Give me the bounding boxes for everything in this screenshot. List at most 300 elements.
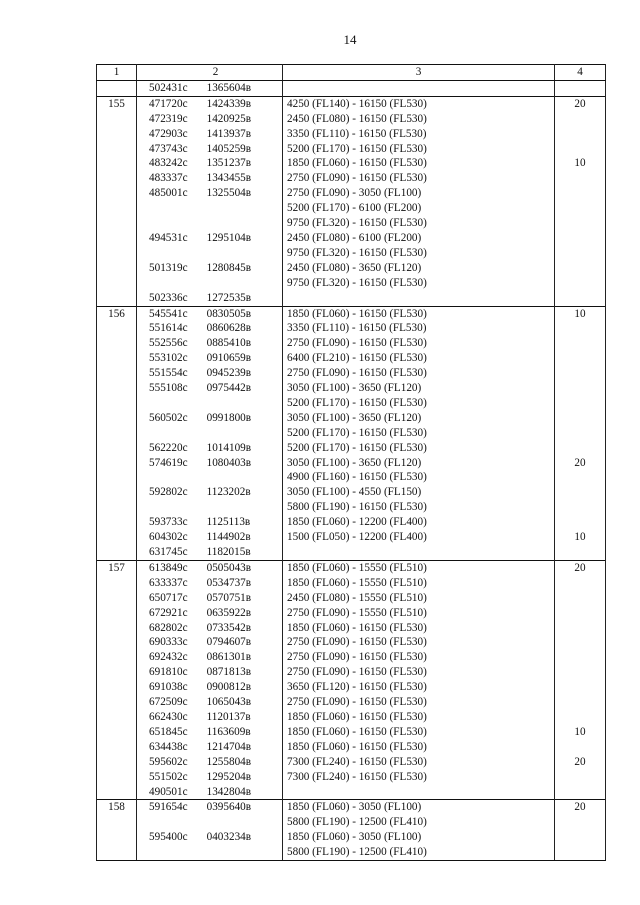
value-cell — [555, 336, 606, 351]
longitude-code: 1144902в — [206, 531, 251, 544]
latitude-code: 691038c — [149, 681, 188, 694]
coordinates-table — [96, 64, 606, 861]
altitude-range: 2750 (FL090) - 15550 (FL510) — [283, 606, 555, 621]
longitude-code: 0635922в — [206, 606, 252, 619]
altitude-range: 5200 (FL170) - 6100 (FL200) — [283, 201, 555, 216]
coordinates-cell — [137, 530, 283, 545]
section-number: 155 — [97, 96, 137, 111]
longitude-code: 1280845в — [206, 261, 252, 274]
section-number — [97, 545, 137, 560]
longitude-code: 1343455в — [206, 172, 252, 185]
section-number — [97, 351, 137, 366]
coordinates-cell — [137, 171, 283, 186]
table-row — [97, 740, 606, 755]
coordinates-cell — [137, 470, 283, 485]
table-row — [97, 96, 606, 111]
section-number — [97, 441, 137, 456]
altitude-range: 2750 (FL090) - 16150 (FL530) — [283, 336, 555, 351]
value-cell — [555, 411, 606, 426]
table-row — [97, 710, 606, 725]
latitude-code: 595602c — [149, 755, 188, 768]
value-cell — [555, 710, 606, 725]
section-number — [97, 291, 137, 306]
coordinates-cell — [137, 456, 283, 471]
value-cell — [555, 171, 606, 186]
value-cell: 10 — [555, 530, 606, 545]
section-number — [97, 815, 137, 830]
altitude-range: 3050 (FL100) - 4550 (FL150) — [283, 485, 555, 500]
table-row — [97, 680, 606, 695]
table-row — [97, 515, 606, 530]
section-number — [97, 456, 137, 471]
table-row — [97, 800, 606, 815]
coordinates-cell — [137, 336, 283, 351]
value-cell: 20 — [555, 96, 606, 111]
value-cell — [555, 695, 606, 710]
altitude-range: 5800 (FL190) - 16150 (FL530) — [283, 500, 555, 515]
longitude-code: 1120137в — [206, 710, 251, 723]
coordinates-cell — [137, 80, 283, 96]
table-row — [97, 80, 606, 96]
table-row — [97, 366, 606, 381]
section-number — [97, 725, 137, 740]
coordinates-cell — [137, 112, 283, 127]
section-number — [97, 186, 137, 201]
value-cell — [555, 770, 606, 785]
longitude-code: 1424339в — [206, 97, 252, 110]
table-row — [97, 411, 606, 426]
longitude-code: 0871813в — [206, 666, 252, 679]
coordinates-cell — [137, 201, 283, 216]
section-number — [97, 665, 137, 680]
section-number — [97, 485, 137, 500]
table-row — [97, 665, 606, 680]
latitude-code: 682802c — [149, 621, 188, 634]
table-row — [97, 785, 606, 800]
table-body — [97, 65, 606, 861]
section-number — [97, 171, 137, 186]
value-cell — [555, 441, 606, 456]
section-number — [97, 500, 137, 515]
coordinates-cell — [137, 545, 283, 560]
coordinates-cell — [137, 845, 283, 860]
section-number — [97, 830, 137, 845]
longitude-code: 0505043в — [206, 561, 252, 574]
table-row — [97, 321, 606, 336]
table-row — [97, 725, 606, 740]
table-row — [97, 830, 606, 845]
value-cell — [555, 381, 606, 396]
coordinates-cell — [137, 515, 283, 530]
coordinates-cell — [137, 291, 283, 306]
latitude-code: 471720c — [149, 97, 188, 110]
longitude-code: 0534737в — [206, 576, 252, 589]
table-row — [97, 231, 606, 246]
latitude-code: 574619c — [149, 456, 188, 469]
section-number — [97, 321, 137, 336]
latitude-code: 490501c — [149, 785, 188, 798]
section-number — [97, 680, 137, 695]
section-number — [97, 576, 137, 591]
altitude-range: 5800 (FL190) - 12500 (FL410) — [283, 845, 555, 860]
latitude-code: 692432c — [149, 651, 188, 664]
section-number — [97, 621, 137, 636]
table-row — [97, 396, 606, 411]
coordinates-cell — [137, 755, 283, 770]
section-number: 156 — [97, 306, 137, 321]
table-row — [97, 560, 606, 575]
longitude-code: 1125113в — [206, 516, 251, 529]
longitude-code: 1295104в — [206, 231, 252, 244]
altitude-range: 2450 (FL080) - 3650 (FL120) — [283, 261, 555, 276]
coordinates-cell — [137, 261, 283, 276]
table-header-row — [97, 65, 606, 81]
coordinates-cell — [137, 306, 283, 321]
latitude-code: 472319c — [149, 112, 188, 125]
coordinates-cell — [137, 710, 283, 725]
latitude-code: 562220c — [149, 441, 188, 454]
table-row — [97, 261, 606, 276]
table-row — [97, 216, 606, 231]
longitude-code: 1123202в — [206, 486, 251, 499]
longitude-code: 0991800в — [206, 411, 252, 424]
altitude-range — [283, 291, 555, 306]
longitude-code: 0910659в — [206, 352, 252, 365]
altitude-range — [283, 545, 555, 560]
longitude-code: 1413937в — [206, 127, 252, 140]
longitude-code: 0830505в — [206, 307, 252, 320]
table-row — [97, 201, 606, 216]
table-row — [97, 485, 606, 500]
value-cell — [555, 291, 606, 306]
coordinates-cell — [137, 725, 283, 740]
altitude-range: 5200 (FL170) - 16150 (FL530) — [283, 426, 555, 441]
latitude-code: 672509c — [149, 696, 188, 709]
table-row — [97, 381, 606, 396]
header-col-3: 3 — [283, 65, 555, 81]
latitude-code: 555108c — [149, 382, 188, 395]
section-number — [97, 396, 137, 411]
latitude-code: 633337c — [149, 576, 188, 589]
longitude-code: 1080403в — [206, 456, 252, 469]
coordinates-cell — [137, 665, 283, 680]
value-cell: 20 — [555, 456, 606, 471]
table-row — [97, 426, 606, 441]
value-cell — [555, 635, 606, 650]
value-cell — [555, 815, 606, 830]
longitude-code: 1351237в — [206, 157, 252, 170]
coordinates-cell — [137, 186, 283, 201]
longitude-code: 1214704в — [206, 740, 252, 753]
table-row — [97, 635, 606, 650]
coordinates-cell — [137, 815, 283, 830]
altitude-range: 9750 (FL320) - 16150 (FL530) — [283, 216, 555, 231]
coordinates-cell — [137, 740, 283, 755]
coordinates-cell — [137, 695, 283, 710]
section-number — [97, 127, 137, 142]
table-row — [97, 500, 606, 515]
value-cell — [555, 680, 606, 695]
coordinates-cell — [137, 231, 283, 246]
longitude-code: 1420925в — [206, 112, 252, 125]
section-number — [97, 426, 137, 441]
value-cell — [555, 576, 606, 591]
value-cell — [555, 366, 606, 381]
coordinates-cell — [137, 127, 283, 142]
altitude-range: 1850 (FL060) - 15550 (FL510) — [283, 560, 555, 575]
longitude-code: 1272535в — [206, 291, 252, 304]
latitude-code: 545541c — [149, 307, 188, 320]
altitude-range: 2750 (FL090) - 16150 (FL530) — [283, 635, 555, 650]
coordinates-cell — [137, 560, 283, 575]
coordinates-cell — [137, 396, 283, 411]
latitude-code: 592802c — [149, 486, 188, 499]
longitude-code: 0570751в — [206, 591, 252, 604]
value-cell — [555, 665, 606, 680]
altitude-range: 6400 (FL210) - 16150 (FL530) — [283, 351, 555, 366]
table-row — [97, 606, 606, 621]
coordinates-cell — [137, 591, 283, 606]
longitude-code: 1342804в — [206, 785, 252, 798]
longitude-code: 0733542в — [206, 621, 252, 634]
altitude-range — [283, 785, 555, 800]
value-cell — [555, 515, 606, 530]
altitude-range: 2450 (FL080) - 15550 (FL510) — [283, 591, 555, 606]
altitude-range: 1850 (FL060) - 16150 (FL530) — [283, 710, 555, 725]
section-number — [97, 201, 137, 216]
altitude-range: 1850 (FL060) - 15550 (FL510) — [283, 576, 555, 591]
value-cell — [555, 830, 606, 845]
value-cell — [555, 321, 606, 336]
value-cell — [555, 545, 606, 560]
latitude-code: 634438c — [149, 740, 188, 753]
section-number — [97, 381, 137, 396]
latitude-code: 551614c — [149, 322, 188, 335]
latitude-code: 483337c — [149, 172, 188, 185]
section-number — [97, 755, 137, 770]
latitude-code: 604302c — [149, 531, 188, 544]
value-cell: 20 — [555, 800, 606, 815]
section-number — [97, 635, 137, 650]
latitude-code: 485001c — [149, 187, 188, 200]
latitude-code: 591654c — [149, 801, 188, 814]
coordinates-cell — [137, 411, 283, 426]
altitude-range: 5800 (FL190) - 12500 (FL410) — [283, 815, 555, 830]
value-cell — [555, 80, 606, 96]
altitude-range: 2450 (FL080) - 16150 (FL530) — [283, 112, 555, 127]
value-cell — [555, 112, 606, 127]
altitude-range: 1850 (FL060) - 3050 (FL100) — [283, 830, 555, 845]
section-number — [97, 710, 137, 725]
coordinates-cell — [137, 680, 283, 695]
section-number — [97, 606, 137, 621]
table-row — [97, 770, 606, 785]
longitude-code: 0900812в — [206, 681, 252, 694]
value-cell: 10 — [555, 306, 606, 321]
table-row — [97, 530, 606, 545]
value-cell — [555, 606, 606, 621]
table-row — [97, 695, 606, 710]
coordinates-cell — [137, 96, 283, 111]
latitude-code: 473743c — [149, 142, 188, 155]
altitude-range: 3650 (FL120) - 16150 (FL530) — [283, 680, 555, 695]
page-number: 14 — [343, 32, 357, 47]
longitude-code: 0975442в — [206, 382, 252, 395]
value-cell: 20 — [555, 560, 606, 575]
value-cell — [555, 845, 606, 860]
latitude-code: 560502c — [149, 411, 188, 424]
latitude-code: 472903c — [149, 127, 188, 140]
altitude-range: 5200 (FL170) - 16150 (FL530) — [283, 441, 555, 456]
table-row — [97, 470, 606, 485]
coordinates-cell — [137, 800, 283, 815]
coordinates-cell — [137, 770, 283, 785]
value-cell — [555, 470, 606, 485]
longitude-code: 1405259в — [206, 142, 252, 155]
coordinates-cell — [137, 381, 283, 396]
altitude-range: 2750 (FL090) - 16150 (FL530) — [283, 695, 555, 710]
altitude-range: 7300 (FL240) - 16150 (FL530) — [283, 770, 555, 785]
section-number — [97, 650, 137, 665]
altitude-range: 4250 (FL140) - 16150 (FL530) — [283, 96, 555, 111]
altitude-range: 4900 (FL160) - 16150 (FL530) — [283, 470, 555, 485]
longitude-code: 0395640в — [206, 801, 252, 814]
longitude-code: 1295204в — [206, 770, 252, 783]
section-number — [97, 156, 137, 171]
section-number — [97, 231, 137, 246]
latitude-code: 552556c — [149, 337, 188, 350]
section-number — [97, 112, 137, 127]
latitude-code: 651845c — [149, 725, 188, 738]
altitude-range: 1850 (FL060) - 16150 (FL530) — [283, 621, 555, 636]
value-cell — [555, 396, 606, 411]
altitude-range: 2750 (FL090) - 16150 (FL530) — [283, 171, 555, 186]
altitude-range: 3050 (FL100) - 3650 (FL120) — [283, 381, 555, 396]
section-number — [97, 785, 137, 800]
section-number — [97, 246, 137, 261]
coordinates-cell — [137, 635, 283, 650]
section-number — [97, 261, 137, 276]
altitude-range: 2750 (FL090) - 16150 (FL530) — [283, 366, 555, 381]
coordinates-cell — [137, 621, 283, 636]
table-row — [97, 845, 606, 860]
coordinates-cell — [137, 485, 283, 500]
value-cell — [555, 591, 606, 606]
coordinates-cell — [137, 441, 283, 456]
latitude-code: 690333c — [149, 636, 188, 649]
value-cell — [555, 621, 606, 636]
latitude-code: 613849c — [149, 561, 188, 574]
value-cell — [555, 485, 606, 500]
longitude-code: 0860628в — [206, 322, 252, 335]
table-row — [97, 815, 606, 830]
section-number — [97, 276, 137, 291]
table-row — [97, 276, 606, 291]
section-number — [97, 366, 137, 381]
coordinates-cell — [137, 500, 283, 515]
longitude-code: 0403234в — [206, 831, 252, 844]
altitude-range: 1850 (FL060) - 16150 (FL530) — [283, 725, 555, 740]
latitude-code: 593733c — [149, 516, 188, 529]
value-cell — [555, 261, 606, 276]
value-cell — [555, 785, 606, 800]
table-row — [97, 591, 606, 606]
latitude-code: 662430c — [149, 710, 188, 723]
coordinates-cell — [137, 321, 283, 336]
altitude-range: 5200 (FL170) - 16150 (FL530) — [283, 396, 555, 411]
altitude-range: 1850 (FL060) - 12200 (FL400) — [283, 515, 555, 530]
value-cell — [555, 276, 606, 291]
table-row — [97, 576, 606, 591]
latitude-code: 551502c — [149, 770, 188, 783]
altitude-range: 3050 (FL100) - 3650 (FL120) — [283, 411, 555, 426]
altitude-range: 7300 (FL240) - 16150 (FL530) — [283, 755, 555, 770]
table-row — [97, 545, 606, 560]
table-row — [97, 171, 606, 186]
altitude-range: 2750 (FL090) - 16150 (FL530) — [283, 665, 555, 680]
header-col-2: 2 — [137, 65, 283, 81]
longitude-code: 0885410в — [206, 337, 252, 350]
altitude-range: 1500 (FL050) - 12200 (FL400) — [283, 530, 555, 545]
table-row — [97, 755, 606, 770]
latitude-code: 502336c — [149, 291, 188, 304]
header-col-4: 4 — [555, 65, 606, 81]
value-cell — [555, 426, 606, 441]
coordinates-cell — [137, 785, 283, 800]
value-cell: 10 — [555, 725, 606, 740]
longitude-code: 1163609в — [206, 725, 251, 738]
table-row — [97, 142, 606, 157]
coordinates-cell — [137, 246, 283, 261]
value-cell — [555, 740, 606, 755]
coordinates-cell — [137, 156, 283, 171]
table-row — [97, 456, 606, 471]
coordinates-cell — [137, 351, 283, 366]
altitude-range: 3350 (FL110) - 16150 (FL530) — [283, 321, 555, 336]
altitude-range: 2750 (FL090) - 3050 (FL100) — [283, 186, 555, 201]
longitude-code: 0861301в — [206, 651, 252, 664]
coordinates-cell — [137, 142, 283, 157]
latitude-code: 691810c — [149, 666, 188, 679]
longitude-code: 0794607в — [206, 636, 252, 649]
longitude-code: 1255804в — [206, 755, 252, 768]
section-number — [97, 80, 137, 96]
longitude-code: 1325504в — [206, 187, 252, 200]
longitude-code: 1065043в — [206, 696, 252, 709]
longitude-code: 1182015в — [206, 546, 251, 558]
altitude-range: 2750 (FL090) - 16150 (FL530) — [283, 650, 555, 665]
value-cell — [555, 351, 606, 366]
table-row — [97, 306, 606, 321]
section-number — [97, 470, 137, 485]
table-row — [97, 291, 606, 306]
table-row — [97, 621, 606, 636]
latitude-code: 483242c — [149, 157, 188, 170]
latitude-code: 631745c — [149, 546, 188, 558]
section-number — [97, 336, 137, 351]
coordinates-cell — [137, 426, 283, 441]
table-row — [97, 336, 606, 351]
section-number — [97, 845, 137, 860]
coordinates-cell — [137, 650, 283, 665]
value-cell — [555, 650, 606, 665]
value-cell — [555, 231, 606, 246]
section-number — [97, 770, 137, 785]
coordinates-cell — [137, 216, 283, 231]
altitude-range: 5200 (FL170) - 16150 (FL530) — [283, 142, 555, 157]
section-number — [97, 411, 137, 426]
altitude-range: 3050 (FL100) - 3650 (FL120) — [283, 456, 555, 471]
